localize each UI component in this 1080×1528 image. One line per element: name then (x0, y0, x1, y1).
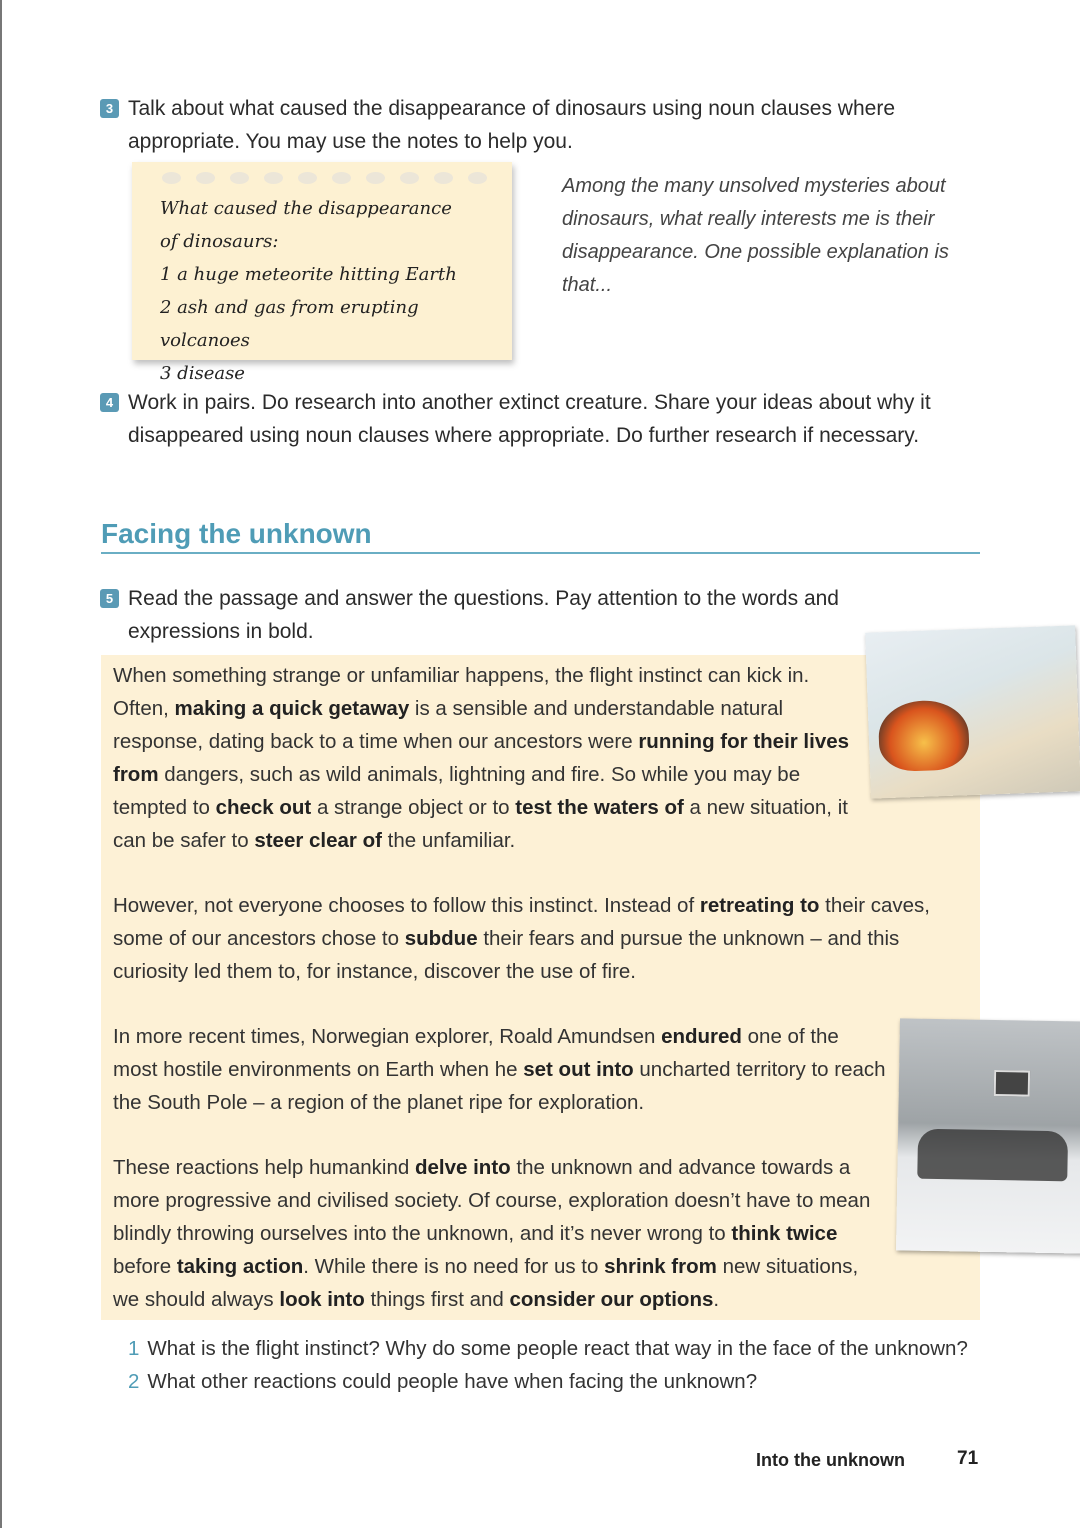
passage-text: the unfamiliar. (381, 829, 516, 852)
question-item: 2 What other reactions could people have when facing the unknown? (128, 1370, 758, 1393)
passage-text: their caves, some of our ancestors chose to (113, 894, 930, 950)
bold-expression: steer clear of (254, 829, 382, 852)
passage-text: When something strange or unfamiliar happens, the flight instinct can kick in. Often, (113, 664, 810, 720)
note-line: 3 disease (160, 363, 245, 384)
task-instruction-cont: expressions in bold. (128, 620, 314, 643)
section-heading: Facing the unknown (101, 518, 980, 554)
bold-expression: shrink from (604, 1255, 717, 1278)
passage-text: a strange object or to (311, 796, 516, 819)
task-number-badge: 4 (100, 393, 119, 412)
task-instruction: Work in pairs. Do research into another extinct creature. Share your ideas about why it (128, 391, 931, 414)
passage-text: one of the most hostile environments on Earth when he (113, 1025, 839, 1081)
notepad-card (132, 162, 512, 384)
unit-title: Into the unknown (756, 1450, 905, 1470)
wildfire-illustration (865, 625, 1080, 798)
bold-expression: check out (215, 796, 312, 819)
reading-passage (101, 655, 980, 1320)
passage-text: is a sensible and understandable natural response, dating back to a time when our ancestors were (113, 697, 784, 753)
passage-text: the unknown and advance towards a more progressive and civilised society. Of course, exploration doesn’t have to mean blindly throwing ourselves into the unknown, and it’s never wrong to (113, 1156, 871, 1245)
passage-paragraph (113, 659, 973, 857)
note-line: What caused the disappearance (160, 198, 452, 219)
note-line: 1 a huge meteorite hitting Earth (160, 264, 457, 285)
bold-expression: test the waters of (515, 796, 684, 819)
bold-expression: making a quick getaway (174, 697, 410, 720)
question-item: 1 What is the flight instinct? Why do some people react that way in the face of the unknown? (128, 1337, 968, 1360)
passage-text: In more recent times, Norwegian explorer, Roald Amundsen (113, 1025, 662, 1048)
passage-text: . (713, 1288, 720, 1311)
bold-expression: endured (661, 1025, 742, 1048)
task-number-badge: 3 (100, 99, 119, 118)
question-list (128, 1332, 968, 1398)
passage-text: However, not everyone chooses to follow this instinct. Instead of (113, 894, 700, 917)
passage-text: These reactions help humankind (113, 1156, 415, 1179)
task-number-badge: 5 (100, 589, 119, 608)
passage-text: dangers, such as wild animals, lightning and fire. So while you may be tempted to (113, 763, 801, 819)
bold-expression: delve into (415, 1156, 511, 1179)
bold-expression: taking action (176, 1255, 304, 1278)
notepad-holes (162, 172, 487, 184)
passage-text: their fears and pursue the unknown – and this curiosity led them to, for instance, discover the use of fire. (113, 927, 900, 983)
passage-text: before (113, 1255, 177, 1278)
task-instruction-cont: appropriate. You may use the notes to help you. (128, 130, 573, 153)
bold-expression: subdue (404, 927, 478, 950)
task-instruction-cont: disappeared using noun clauses where appropriate. Do further research if necessary. (128, 424, 920, 447)
passage-paragraph (113, 1151, 973, 1316)
task-5 (100, 582, 980, 648)
note-line: of dinosaurs: (160, 231, 279, 252)
bold-expression: consider our options (509, 1288, 714, 1311)
note-line: 2 ash and gas from erupting volcanoes (160, 297, 419, 351)
page-number: 71 (957, 1448, 979, 1469)
amundsen-south-pole-photo (896, 1018, 1080, 1253)
page-edge (0, 0, 2, 1528)
passage-text: uncharted territory to reach the South Pole – a region of the planet ripe for exploration. (113, 1058, 886, 1114)
task-4 (100, 386, 980, 452)
passage-paragraph (113, 889, 973, 988)
passage-text: things first and (364, 1288, 510, 1311)
task-3 (100, 92, 980, 158)
passage-text: . While there is no need for us to (303, 1255, 605, 1278)
passage-text: a new situation, it can be safer to (113, 796, 848, 852)
bold-expression: running for their lives from (113, 730, 850, 786)
bold-expression: retreating to (699, 894, 820, 917)
example-answer: Among the many unsolved mysteries about dinosaurs, what really interests me is their disappearance. One possible explanation is that... (562, 175, 949, 296)
passage-text: new situations, we should always (113, 1255, 859, 1311)
bold-expression: look into (279, 1288, 365, 1311)
bold-expression: think twice (731, 1222, 838, 1245)
task-instruction: Read the passage and answer the questions. Pay attention to the words and (128, 587, 839, 610)
task-instruction: Talk about what caused the disappearance of dinosaurs using noun clauses where (128, 97, 896, 120)
bold-expression: set out into (523, 1058, 634, 1081)
passage-paragraph (113, 1020, 973, 1119)
